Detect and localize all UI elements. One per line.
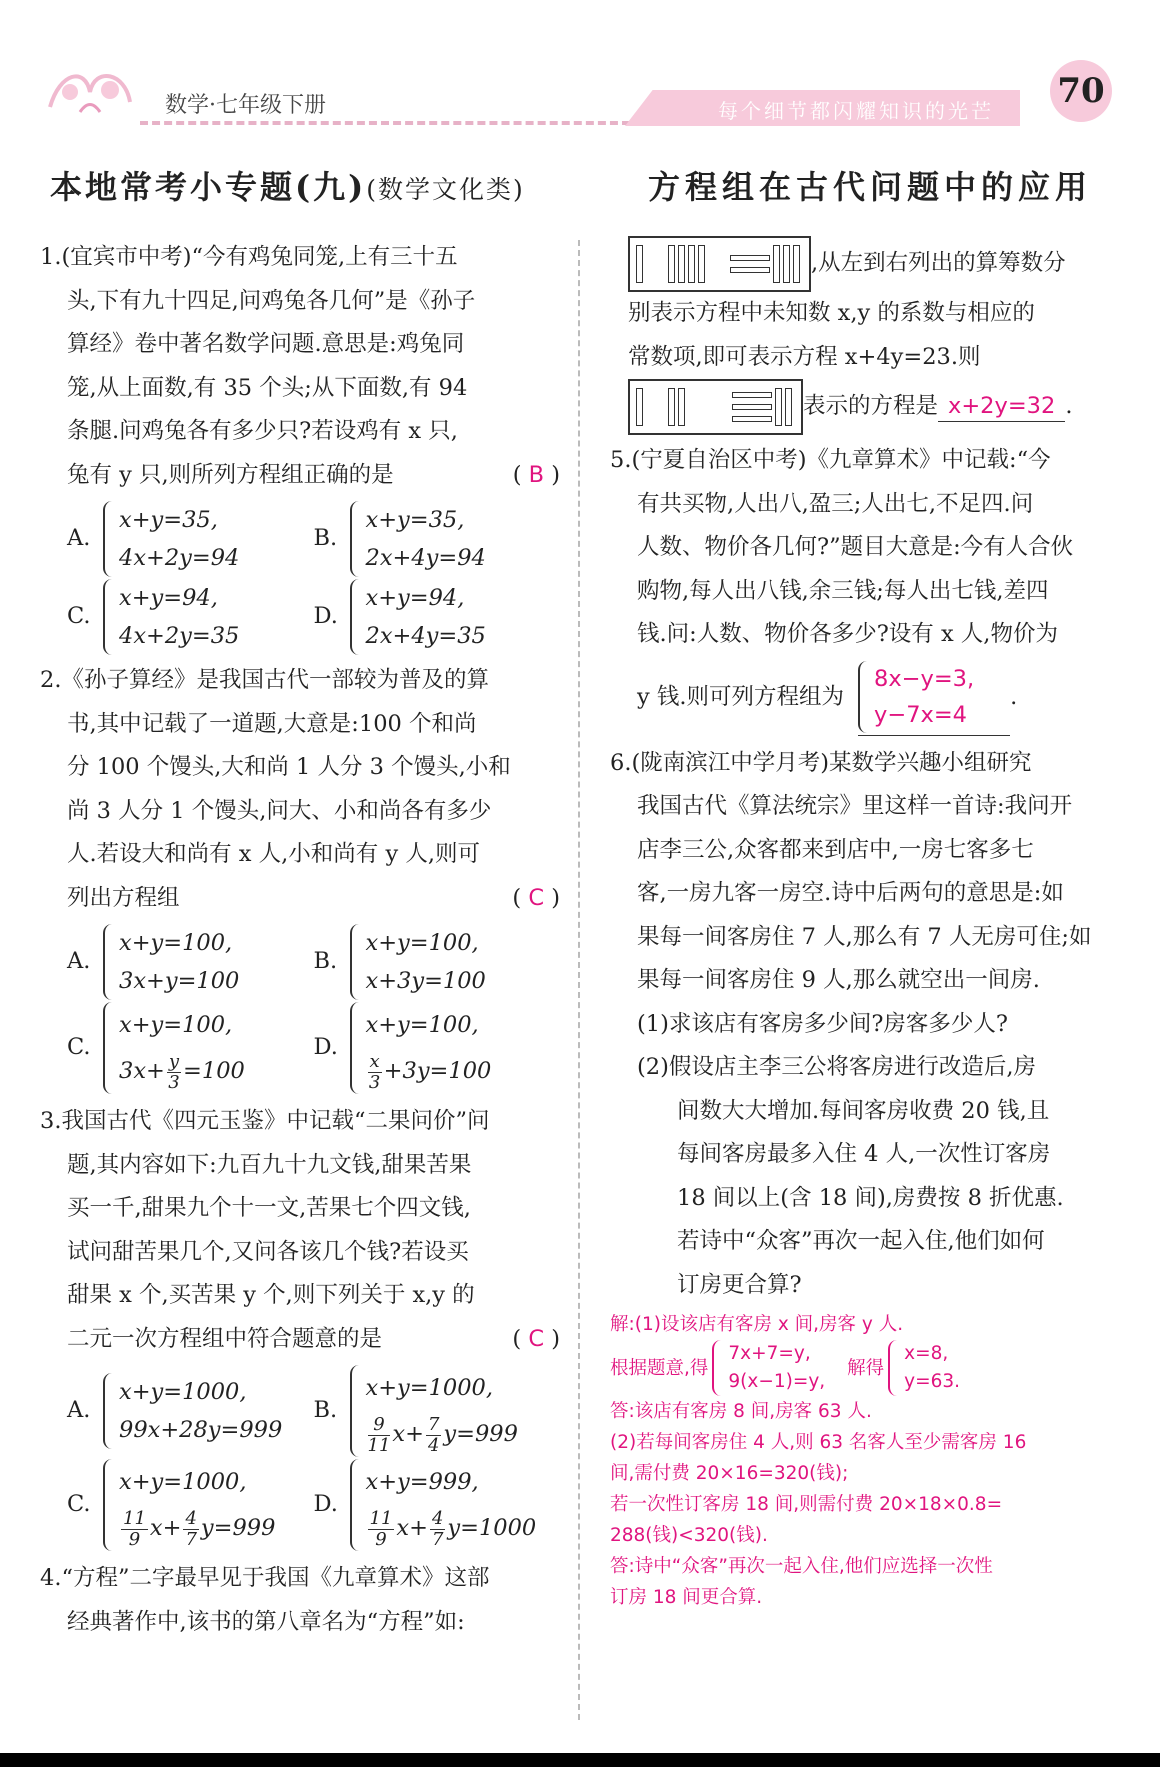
topic-title-paren: (数学文化类) xyxy=(366,175,525,204)
brace xyxy=(103,1459,115,1551)
equation-part: +3y=100 xyxy=(383,1058,492,1084)
equation xyxy=(119,1048,245,1094)
fraction xyxy=(167,1052,181,1093)
equation-part: x+ xyxy=(149,1515,182,1541)
equation: x+y=94, xyxy=(365,585,465,611)
counting-rod xyxy=(783,245,790,283)
counting-rod-horizontal xyxy=(730,267,770,273)
fraction xyxy=(430,1509,445,1550)
denominator: 3 xyxy=(168,1071,180,1093)
brace xyxy=(350,924,362,1000)
counting-rod xyxy=(688,245,695,283)
denominator: 7 xyxy=(431,1528,444,1550)
equation-part: x+ xyxy=(396,1515,428,1541)
equation: x+3y=100 xyxy=(365,968,486,994)
equation-part: y=999 xyxy=(200,1515,276,1541)
solution-line: 间,需付费 20×16=320(钱); xyxy=(610,1463,849,1484)
equation: 4x+2y=35 xyxy=(119,623,240,649)
equation: x+y=100, xyxy=(365,930,479,956)
question-6 xyxy=(610,742,1120,1308)
counting-rod xyxy=(775,388,782,426)
q2-options-row xyxy=(40,1002,560,1094)
q2-option-d xyxy=(314,1002,561,1094)
option-label: B. xyxy=(313,525,338,552)
q5-answer xyxy=(858,661,1010,736)
q2-options-row xyxy=(40,924,560,1000)
equation: x+y=999, xyxy=(365,1469,479,1495)
q6-sub-question-2: (2)假设店主李三公将客房进行改造后,房 xyxy=(637,1054,1037,1080)
q3-line-text: 二元一次方程组中符合题意的是 xyxy=(67,1325,383,1352)
q2-option-a xyxy=(67,924,314,1000)
page-number: 70 xyxy=(1057,71,1105,111)
q6-sub-question-1: (1)求该店有客房多少间?房客多少人? xyxy=(637,1010,1008,1037)
equation-part: 3x+ xyxy=(119,1058,165,1084)
question-4-continued xyxy=(610,236,1120,435)
denominator: 9 xyxy=(128,1528,141,1550)
solution-line: 答:该店有客房 8 间,房客 63 人. xyxy=(610,1401,872,1422)
q1-options-row xyxy=(40,501,560,577)
fraction xyxy=(368,1415,391,1456)
option-label: C. xyxy=(67,1034,91,1061)
counting-rod xyxy=(698,245,705,283)
q6-line: 6.(陇南滨江中学月考)某数学兴趣小组研究 xyxy=(610,749,1032,776)
q3-options-row xyxy=(40,1459,560,1551)
counting-rod xyxy=(636,245,643,283)
equation: 99x+28y=999 xyxy=(119,1417,283,1443)
equation: 7x+7=y, xyxy=(728,1343,811,1364)
counting-rod-group xyxy=(730,252,770,276)
fraction xyxy=(121,1509,148,1550)
right-column xyxy=(610,236,1120,1613)
header-slogan: 每个细节都闪耀知识的光芒 xyxy=(718,99,994,123)
equation-part: y=1000 xyxy=(447,1515,537,1541)
header-dashed-line xyxy=(140,121,630,125)
counting-rod xyxy=(793,245,800,283)
counting-rod-horizontal xyxy=(732,404,772,410)
q4-line: 经典著作中,该书的第八章名为“方程”如: xyxy=(67,1608,465,1635)
equation: x+y=35, xyxy=(119,507,218,533)
solution-line: (2)若每间客房住 4 人,则 63 名客人至少需客房 16 xyxy=(610,1432,1027,1453)
q1-line-text: 兔有 y 只,则所列方程组正确的是 xyxy=(67,461,394,488)
q3-option-b xyxy=(314,1365,561,1457)
q3-line: 题,其内容如下:九百九十九文钱,甜果苦果 xyxy=(67,1151,472,1178)
equation xyxy=(366,1048,492,1094)
counting-rods-question xyxy=(628,379,803,435)
denominator: 7 xyxy=(185,1528,197,1550)
solution-line: 若一次性订客房 18 间,则需付费 20×18×0.8= xyxy=(610,1494,1003,1515)
brace xyxy=(103,1373,115,1449)
counting-rod xyxy=(668,388,675,426)
fraction xyxy=(183,1509,198,1550)
q6-line: 果每一间客房住 7 人,那么有 7 人无房可住;如 xyxy=(637,923,1092,950)
brace xyxy=(103,1002,115,1094)
counting-rod xyxy=(668,245,675,283)
brace xyxy=(350,1002,362,1094)
brace xyxy=(350,1459,362,1551)
option-label: D. xyxy=(313,603,338,630)
q6-line: 若诗中“众客”再次一起入住,他们如何 xyxy=(677,1228,1045,1254)
q2-answer-paren: ( C ) xyxy=(512,884,560,911)
numerator: 4 xyxy=(185,1507,197,1529)
equation xyxy=(119,1505,275,1551)
equation: x+y=35, xyxy=(365,507,465,533)
q5-line: 钱.问:人数、物价各多少?设有 x 人,物价为 xyxy=(637,621,1058,647)
q2-line: 尚 3 人分 1 个馒头,问大、小和尚各有多少 xyxy=(67,797,492,824)
q5-answer-line xyxy=(610,661,1120,736)
equation: x+y=100, xyxy=(365,1012,479,1038)
q4-counting-rod-line-2: 表示的方程是 x+2y=32 . xyxy=(628,379,1120,435)
q3-option-d xyxy=(314,1459,561,1551)
q1-answer: B xyxy=(528,461,545,488)
numerator: 9 xyxy=(368,1415,391,1436)
counting-rod xyxy=(773,245,780,283)
option-label: C. xyxy=(67,1491,91,1518)
header-subject: 数学·七年级下册 xyxy=(165,93,326,118)
counting-rod xyxy=(636,388,643,426)
equation: 9(x−1)=y, xyxy=(728,1371,826,1392)
solution-line: 288(钱)<320(钱). xyxy=(610,1525,768,1546)
numerator: 11 xyxy=(123,1507,146,1529)
q5-line: 5.(宁夏自治区中考)《九章算术》中记载:“今 xyxy=(610,447,1051,473)
brace xyxy=(350,501,362,577)
numerator: x xyxy=(369,1050,380,1072)
option-label: C. xyxy=(67,603,91,630)
question-1 xyxy=(40,236,560,655)
numerator: 7 xyxy=(427,1413,440,1435)
period: . xyxy=(1010,684,1018,711)
solution-system xyxy=(712,1340,825,1396)
q6-line: 18 间以上(含 18 间),房费按 8 折优惠. xyxy=(677,1184,1064,1211)
option-label: A. xyxy=(67,525,91,552)
bottom-bar xyxy=(0,1753,1160,1767)
brace xyxy=(103,579,115,655)
q1-line: 头,下有九十四足,问鸡兔各几何”是《孙子 xyxy=(67,287,476,314)
brace xyxy=(858,661,870,733)
equation: x=8, xyxy=(904,1343,949,1364)
counting-rods-example xyxy=(628,236,811,292)
brace xyxy=(350,579,362,655)
q1-option-c xyxy=(67,579,314,655)
q4-answer: x+2y=32 xyxy=(938,391,1065,422)
q4-counting-rod-line-1 xyxy=(628,236,1120,292)
solution-text: 解得 xyxy=(847,1357,885,1379)
equation-part: x+ xyxy=(392,1421,424,1447)
q4-line: ,从左到右列出的算筹数分 xyxy=(811,250,1066,276)
q1-line: 算经》卷中著名数学问题.意思是:鸡兔同 xyxy=(67,331,465,357)
equation xyxy=(366,1411,518,1457)
solution xyxy=(610,1309,1120,1613)
q3-line: 3.我国古代《四元玉鉴》中记载“二果问价”问 xyxy=(40,1108,490,1134)
question-4 xyxy=(40,1557,560,1644)
q6-line: 间数大大增加.每间客房收费 20 钱,且 xyxy=(677,1097,1050,1124)
q1-option-d xyxy=(314,579,561,655)
q4-line: 常数项,即可表示方程 x+4y=23.则 xyxy=(628,343,981,370)
q3-option-a xyxy=(67,1365,314,1457)
equation: x+y=100, xyxy=(119,1012,233,1038)
equation: 2x+4y=35 xyxy=(365,623,486,649)
solution-system-line xyxy=(610,1340,1120,1396)
floral-ornament-icon xyxy=(40,62,140,122)
q1-line xyxy=(40,454,560,498)
numerator: y xyxy=(168,1050,180,1072)
fraction xyxy=(368,1509,395,1550)
equation: 3x+y=100 xyxy=(119,968,240,994)
q3-line: 试问甜苦果几个,又问各该几个钱?若设买 xyxy=(67,1238,469,1265)
equation xyxy=(366,1505,537,1551)
q6-line: 果每一间客房住 9 人,那么就空出一间房. xyxy=(637,967,1040,993)
equation: y−7x=4 xyxy=(874,701,967,728)
q2-line: 书,其中记载了一道题,大意是:100 个和尚 xyxy=(67,710,477,737)
q3-options-row xyxy=(40,1365,560,1457)
q4-line: 别表示方程中未知数 x,y 的系数与相应的 xyxy=(628,300,1035,326)
numerator: 4 xyxy=(431,1507,444,1529)
solution-text: 根据题意,得 xyxy=(610,1357,709,1379)
q1-line: 笼,从上面数,有 35 个头;从下面数,有 94 xyxy=(67,374,468,401)
counting-rod xyxy=(678,388,685,426)
counting-rod xyxy=(678,245,685,283)
q1-answer-paren: ( B ) xyxy=(512,461,560,488)
question-3 xyxy=(40,1100,560,1551)
equation: 4x+2y=94 xyxy=(119,545,240,571)
q1-line: 1.(宜宾市中考)“今有鸡兔同笼,上有三十五 xyxy=(40,244,458,270)
denominator: 4 xyxy=(427,1434,440,1456)
option-label: D. xyxy=(313,1034,338,1061)
equation: 2x+4y=94 xyxy=(365,545,486,571)
q4-line: 表示的方程是 xyxy=(803,393,939,419)
counting-rod-horizontal xyxy=(732,416,772,422)
equation-part: =100 xyxy=(183,1058,245,1084)
equation: x+y=1000, xyxy=(119,1379,247,1405)
q3-option-c xyxy=(67,1459,314,1551)
brace xyxy=(103,501,115,577)
option-label: A. xyxy=(67,948,91,975)
solution-line: 解:(1)设该店有客房 x 间,房客 y 人. xyxy=(610,1314,904,1335)
fraction xyxy=(368,1052,382,1093)
option-label: A. xyxy=(67,1397,91,1424)
q1-line: 条腿.问鸡兔各有多少只?若设鸡有 x 只, xyxy=(67,418,458,444)
numerator: 11 xyxy=(369,1507,393,1529)
q4-line: 4.“方程”二字最早见于我国《九章算术》这部 xyxy=(40,1565,490,1591)
q5-line: 购物,每人出八钱,余三钱;每人出七钱,差四 xyxy=(637,577,1049,604)
question-5 xyxy=(610,439,1120,736)
left-column xyxy=(40,236,560,1644)
q2-line: 人.若设大和尚有 x 人,小和尚有 y 人,则可 xyxy=(67,841,480,867)
q5-line-text: y 钱.则可列方程组为 xyxy=(637,684,845,711)
equation: x+y=94, xyxy=(119,585,218,611)
fraction xyxy=(426,1415,441,1456)
q1-options-row xyxy=(40,579,560,655)
q1-option-a xyxy=(67,501,314,577)
brace xyxy=(350,1365,362,1457)
topic-title-main: 本地常考小专题(九) xyxy=(50,168,367,206)
denominator: 11 xyxy=(367,1434,391,1456)
equation: 8x−y=3, xyxy=(874,665,975,692)
q2-line: 分 100 个馒头,大和尚 1 人分 3 个馒头,小和 xyxy=(67,754,511,780)
q2-answer: C xyxy=(528,884,545,911)
equation: x+y=1000, xyxy=(119,1469,247,1495)
equation-part: y=999 xyxy=(443,1421,518,1447)
q3-answer: C xyxy=(528,1325,545,1352)
solution-result xyxy=(888,1340,960,1396)
brace xyxy=(103,924,115,1000)
brace xyxy=(712,1340,724,1396)
solution-line: 订房 18 间更合算. xyxy=(610,1587,763,1608)
q5-line: 有共买物,人出八,盈三;人出七,不足四.问 xyxy=(637,490,1034,517)
topic-subtitle: 方程组在古代问题中的应用 xyxy=(648,168,1093,206)
equation: x+y=1000, xyxy=(365,1375,494,1401)
counting-rod-horizontal xyxy=(730,255,770,261)
equation: x+y=100, xyxy=(119,930,233,956)
q3-line xyxy=(40,1318,560,1362)
option-label: B. xyxy=(313,948,338,975)
counting-rod xyxy=(785,388,792,426)
option-label: D. xyxy=(313,1491,338,1518)
counting-rod-horizontal xyxy=(732,392,772,398)
q1-option-b xyxy=(314,501,561,577)
denominator: 9 xyxy=(375,1528,387,1550)
q6-line: 我国古代《算法统宗》里这样一首诗:我问开 xyxy=(637,793,1073,819)
q2-option-b xyxy=(314,924,561,1000)
question-2 xyxy=(40,659,560,1094)
topic-title xyxy=(50,162,525,208)
denominator: 3 xyxy=(368,1071,381,1093)
counting-rod-group xyxy=(732,389,772,425)
q3-line: 买一千,甜果九个十一文,苦果七个四文钱, xyxy=(67,1195,471,1221)
equation: y=63. xyxy=(904,1371,961,1392)
brace xyxy=(888,1340,900,1396)
solution-line: 答:诗中“众客”再次一起入住,他们应选择一次性 xyxy=(610,1556,993,1577)
q6-line: 客,一房九客一房空.诗中后两句的意思是:如 xyxy=(637,880,1064,906)
q6-line: 店李三公,众客都来到店中,一房七客多七 xyxy=(637,836,1034,863)
q5-line: 人数、物价各几何?”题目大意是:今有人合伙 xyxy=(637,534,1074,560)
q2-line: 2.《孙子算经》是我国古代一部较为普及的算 xyxy=(40,667,489,693)
option-label: B. xyxy=(313,1397,338,1424)
q2-line xyxy=(40,877,560,921)
q3-line: 甜果 x 个,买苦果 y 个,则下列关于 x,y 的 xyxy=(67,1282,475,1308)
q3-answer-paren: ( C ) xyxy=(512,1325,560,1352)
q2-line-text: 列出方程组 xyxy=(67,884,180,911)
column-divider xyxy=(578,240,580,1720)
q6-line: 订房更合算? xyxy=(677,1271,802,1298)
q6-line: 每间客房最多入住 4 人,一次性订客房 xyxy=(677,1141,1051,1167)
q2-option-c xyxy=(67,1002,314,1094)
